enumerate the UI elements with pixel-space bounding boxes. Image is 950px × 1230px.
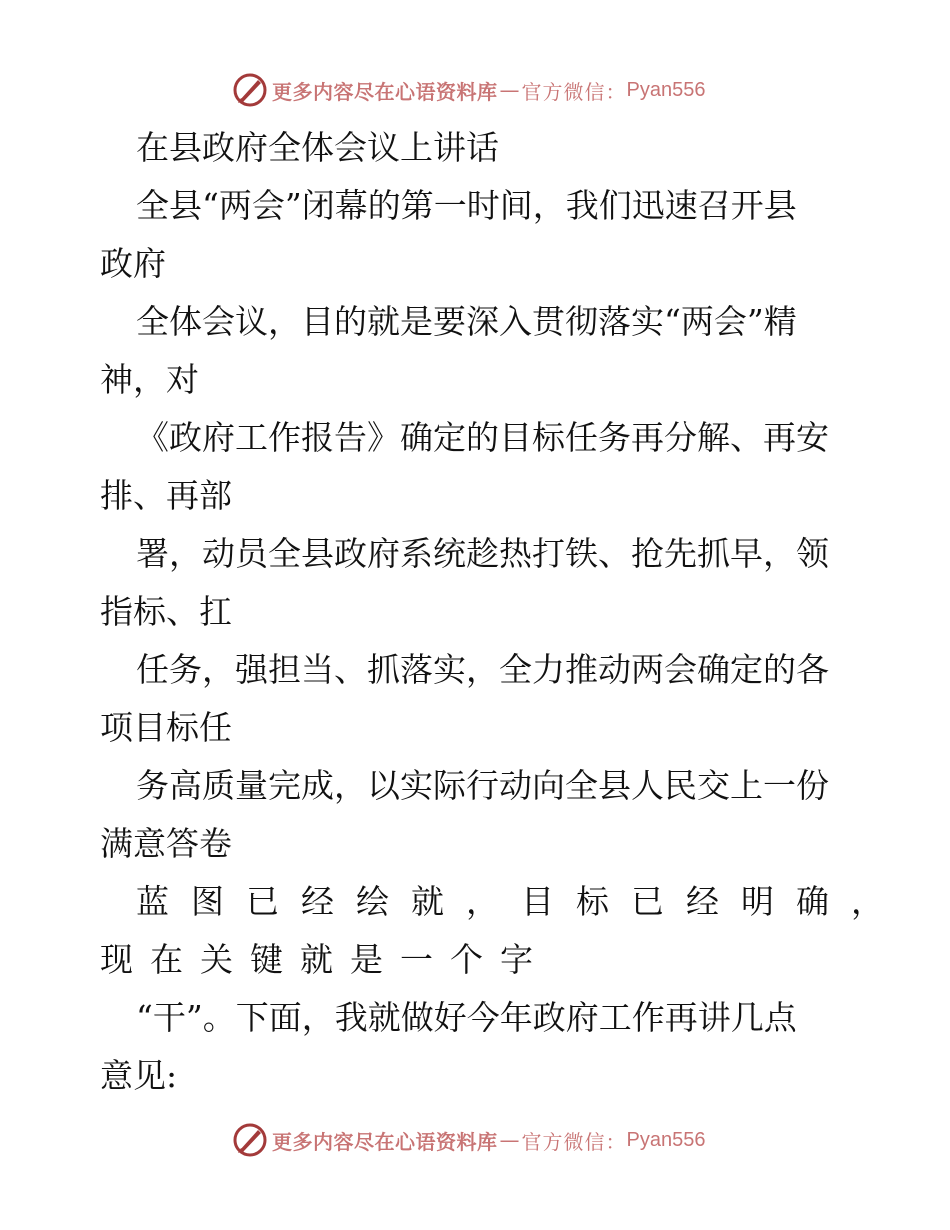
paragraph-line: 全县“两会”闭幕的第一时间，我们迅速召开县 — [136, 186, 797, 225]
paragraph-line: 署，动员全县政府系统趁热打铁、抢先抓早，领 — [136, 534, 829, 573]
footer-banner — [232, 1122, 705, 1158]
paragraph-line: 全体会议，目的就是要深入贯彻落实“两会”精 — [136, 302, 797, 341]
header-banner — [232, 72, 705, 108]
paragraph-line: “干”。下面，我就做好今年政府工作再讲几点 — [136, 998, 797, 1037]
banner-wechat-label: 官方微信： — [521, 1129, 627, 1154]
banner-dash: — — [499, 78, 520, 102]
banner-wechat-label: 官方微信： — [521, 79, 627, 104]
banner-text: 更多内容尽在心语资料库 — [272, 79, 498, 104]
paragraph-line: 项目标任 — [100, 708, 232, 747]
banner-text: 更多内容尽在心语资料库 — [272, 1129, 498, 1154]
paragraph-line: 排、再部 — [100, 476, 232, 515]
paragraph-line: 满意答卷 — [100, 824, 232, 863]
document-title: 在县政府全体会议上讲话 — [136, 128, 499, 167]
paragraph-line: 任务，强担当、抓落实，全力推动两会确定的各 — [136, 650, 829, 689]
paragraph-line: 务高质量完成，以实际行动向全县人民交上一份 — [136, 766, 829, 805]
paragraph-line: 意见: — [100, 1056, 178, 1095]
banner-wechat-id: Pyan556 — [626, 1128, 706, 1151]
paragraph-line: 政府 — [100, 244, 166, 283]
paragraph-line: 《政府工作报告》确定的目标任务再分解、再安 — [136, 418, 829, 457]
quill-pen-logo-icon — [232, 1122, 268, 1158]
paragraph-line: 蓝图已经绘就，目标已经明确， — [136, 882, 906, 921]
paragraph-line: 指标、扛 — [100, 592, 232, 631]
banner-wechat-id: Pyan556 — [626, 78, 706, 101]
paragraph-line: 现在关键就是一个字 — [100, 940, 550, 979]
quill-pen-logo-icon — [232, 72, 268, 108]
paragraph-line: 神，对 — [100, 360, 199, 399]
banner-dash: — — [499, 1128, 520, 1152]
